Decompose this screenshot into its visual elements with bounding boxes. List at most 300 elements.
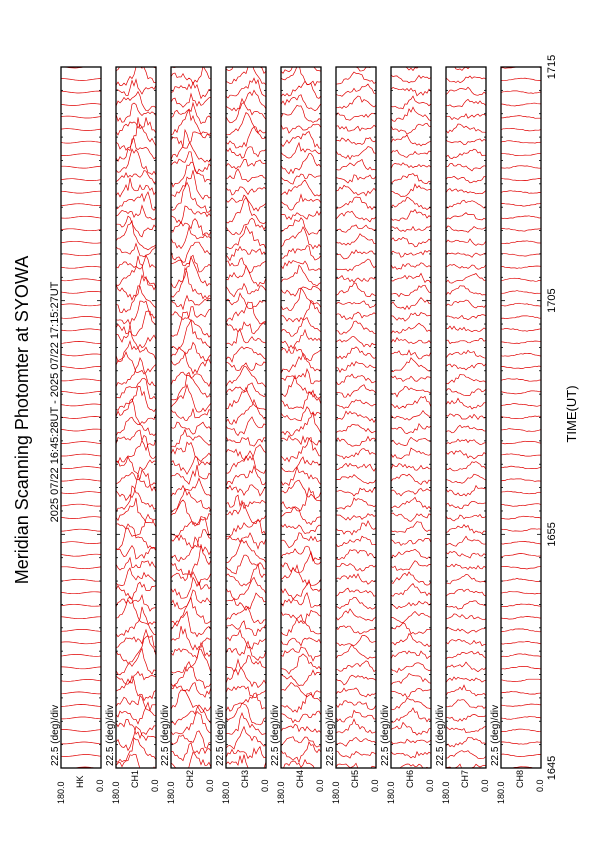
scan-trace xyxy=(501,654,541,657)
scan-trace xyxy=(501,629,541,632)
scan-trace xyxy=(446,226,486,233)
scan-trace xyxy=(116,568,156,586)
scan-trace xyxy=(116,726,156,750)
scan-trace xyxy=(501,454,541,456)
scan-trace xyxy=(61,692,101,694)
scan-trace xyxy=(61,617,101,619)
scale-label: 22.5 (deg)/div xyxy=(215,704,226,766)
scan-trace xyxy=(116,636,156,664)
scan-trace xyxy=(226,258,266,273)
scan-trace xyxy=(226,417,266,436)
scan-trace xyxy=(446,76,486,83)
scan-trace xyxy=(446,114,486,120)
scan-trace xyxy=(281,407,321,421)
scan-trace xyxy=(116,275,156,300)
ymax-label: 180.0 xyxy=(111,781,121,804)
scan-trace xyxy=(281,580,321,599)
panel-ch6 xyxy=(380,63,435,805)
scan-trace xyxy=(501,166,541,169)
panel-frame xyxy=(391,67,431,768)
time-range-subtitle: 2025 07/22 16:45:28UT - 2025 07/22 17:15:27UT xyxy=(49,281,61,523)
scan-trace xyxy=(171,683,211,698)
scan-trace xyxy=(226,266,266,286)
scan-trace xyxy=(281,95,321,111)
scan-trace xyxy=(226,466,266,486)
scan-trace xyxy=(281,218,321,235)
scan-trace xyxy=(336,588,376,596)
scale-label: 22.5 (deg)/div xyxy=(325,704,336,766)
scan-trace xyxy=(171,690,211,713)
scan-trace xyxy=(61,629,101,631)
chart-title: Meridian Scanning Photomter at SYOWA xyxy=(12,255,32,585)
ymax-label: 180.0 xyxy=(276,781,286,804)
scan-trace xyxy=(446,677,486,683)
scan-trace xyxy=(446,601,486,609)
scan-trace xyxy=(391,497,431,509)
scan-trace xyxy=(501,303,541,306)
scan-trace xyxy=(171,457,211,474)
channel-label: CH8 xyxy=(515,769,525,788)
scan-trace xyxy=(391,226,431,232)
scan-trace xyxy=(501,253,541,256)
scan-trace xyxy=(226,330,266,346)
scan-trace xyxy=(226,713,266,735)
scan-trace xyxy=(281,647,321,661)
scan-trace xyxy=(281,615,321,636)
scan-trace xyxy=(281,737,321,747)
panel-traces xyxy=(61,66,101,769)
scan-trace xyxy=(281,143,321,158)
scan-trace xyxy=(61,254,101,256)
scan-trace xyxy=(501,729,541,732)
scan-trace xyxy=(226,195,266,211)
scan-trace xyxy=(171,478,211,497)
ymin-label: 0.0 xyxy=(260,779,270,792)
scan-trace xyxy=(226,302,266,324)
scan-trace xyxy=(446,714,486,721)
scan-trace xyxy=(281,693,321,713)
scan-trace xyxy=(446,300,486,308)
scan-trace xyxy=(336,225,376,232)
scan-trace xyxy=(336,138,376,145)
scan-trace xyxy=(446,751,486,759)
scan-trace xyxy=(226,686,266,697)
scan-trace xyxy=(61,179,101,181)
ymax-label: 180.0 xyxy=(166,781,176,804)
scan-trace xyxy=(226,485,266,496)
scan-trace xyxy=(446,176,486,183)
ymin-label: 0.0 xyxy=(315,779,325,792)
scan-trace xyxy=(61,154,101,156)
x-axis-ticks xyxy=(546,55,558,780)
scan-trace xyxy=(61,304,101,306)
scan-trace xyxy=(171,130,211,162)
scan-trace xyxy=(336,675,376,685)
scan-trace xyxy=(336,536,376,547)
scan-trace xyxy=(281,546,321,561)
scan-trace xyxy=(61,367,101,369)
scan-trace xyxy=(61,592,101,594)
scan-trace xyxy=(336,661,376,672)
scan-trace xyxy=(61,241,101,243)
scan-trace xyxy=(116,676,156,701)
scan-trace xyxy=(391,411,431,421)
scan-trace xyxy=(446,700,486,709)
scan-trace xyxy=(281,670,321,685)
scan-trace xyxy=(501,516,541,519)
scan-trace xyxy=(391,464,431,471)
scan-trace xyxy=(61,116,101,118)
scan-trace xyxy=(281,552,321,572)
scan-trace xyxy=(61,442,101,444)
scan-trace xyxy=(116,649,156,675)
scan-trace xyxy=(61,654,101,656)
scan-trace xyxy=(281,195,321,211)
scan-trace xyxy=(391,358,431,372)
scan-trace xyxy=(226,362,266,371)
scan-trace xyxy=(61,504,101,506)
channel-label: CH4 xyxy=(295,769,305,788)
panel-traces xyxy=(501,66,541,770)
scan-trace xyxy=(61,379,101,381)
scan-trace xyxy=(391,184,431,197)
panel-traces xyxy=(446,64,486,770)
scan-trace xyxy=(391,174,431,184)
scan-trace xyxy=(61,279,101,281)
scan-trace xyxy=(171,170,211,199)
scan-trace xyxy=(336,688,376,697)
scan-trace xyxy=(501,404,541,407)
scan-trace xyxy=(116,378,156,399)
panel-frame xyxy=(336,67,376,768)
scale-label: 22.5 (deg)/div xyxy=(50,704,61,766)
scan-trace xyxy=(391,96,431,109)
scan-trace xyxy=(281,524,321,533)
scan-trace xyxy=(61,404,101,406)
scan-trace xyxy=(501,578,541,581)
scan-trace xyxy=(281,438,321,462)
scan-trace xyxy=(226,564,266,586)
scan-trace xyxy=(226,159,266,169)
scan-trace xyxy=(336,96,376,108)
scan-trace xyxy=(171,731,211,749)
scan-trace xyxy=(391,663,431,673)
scale-label: 22.5 (deg)/div xyxy=(160,704,171,766)
scan-trace xyxy=(391,474,431,484)
scan-trace xyxy=(116,399,156,425)
scan-trace xyxy=(446,462,486,471)
scan-trace xyxy=(226,656,266,675)
scan-trace xyxy=(116,178,156,197)
scan-trace xyxy=(336,175,376,183)
scan-trace xyxy=(336,463,376,471)
scan-trace xyxy=(501,566,541,569)
scan-trace xyxy=(171,60,211,68)
scan-trace xyxy=(171,626,211,650)
scan-trace xyxy=(336,125,376,131)
scan-trace xyxy=(501,704,541,706)
scan-trace xyxy=(226,226,266,249)
scan-trace xyxy=(61,291,101,293)
panel-frame xyxy=(446,67,486,768)
scan-trace xyxy=(446,451,486,459)
scan-trace xyxy=(336,321,376,334)
scan-trace xyxy=(116,79,156,95)
scan-trace xyxy=(336,751,376,758)
scan-trace xyxy=(391,298,431,310)
scan-trace xyxy=(171,577,211,598)
scan-trace xyxy=(501,116,541,119)
scan-trace xyxy=(446,286,486,296)
scan-trace xyxy=(171,353,211,374)
scan-trace xyxy=(501,329,541,332)
scan-trace xyxy=(116,216,156,237)
scan-trace xyxy=(336,147,376,160)
scan-trace xyxy=(281,369,321,384)
scan-trace xyxy=(226,78,266,98)
scan-trace xyxy=(336,563,376,571)
scan-trace xyxy=(391,386,431,397)
scan-trace xyxy=(501,391,541,394)
scan-trace xyxy=(171,649,211,673)
ymin-label: 0.0 xyxy=(425,779,435,792)
scan-trace xyxy=(336,550,376,560)
scan-trace xyxy=(501,103,541,106)
scan-trace xyxy=(501,429,541,432)
scan-trace xyxy=(391,135,431,146)
scan-trace xyxy=(391,601,431,609)
scan-trace xyxy=(226,520,266,537)
scan-trace xyxy=(226,727,266,749)
panel-ch8 xyxy=(490,66,545,805)
scan-trace xyxy=(391,338,431,344)
scan-trace xyxy=(226,113,266,135)
scan-trace xyxy=(501,479,541,482)
panel-ch5 xyxy=(325,63,380,805)
scan-trace xyxy=(61,742,101,744)
panel-ch7 xyxy=(435,64,490,804)
scan-trace xyxy=(226,147,266,159)
scan-trace xyxy=(446,99,486,107)
scan-trace xyxy=(61,542,101,544)
scale-label: 22.5 (deg)/div xyxy=(105,704,116,766)
scan-trace xyxy=(61,529,101,531)
ymin-label: 0.0 xyxy=(205,779,215,792)
scan-trace xyxy=(116,720,156,739)
panel-traces xyxy=(171,60,211,773)
scan-trace xyxy=(336,437,376,447)
scan-trace xyxy=(226,367,266,388)
scan-trace xyxy=(281,52,321,73)
scan-trace xyxy=(336,234,376,245)
scan-trace xyxy=(171,312,211,337)
ymax-label: 180.0 xyxy=(56,781,66,804)
scan-trace xyxy=(501,128,541,131)
scan-trace xyxy=(391,273,431,283)
scan-trace xyxy=(501,353,541,356)
scan-trace xyxy=(501,754,541,757)
scan-trace xyxy=(446,414,486,420)
scan-trace xyxy=(116,430,156,450)
scan-trace xyxy=(171,242,211,262)
scan-trace xyxy=(501,604,541,607)
scan-trace xyxy=(446,737,486,747)
ymin-label: 0.0 xyxy=(370,779,380,792)
scan-trace xyxy=(226,660,266,688)
scan-trace xyxy=(61,704,101,706)
scan-trace xyxy=(336,400,376,409)
scan-trace xyxy=(171,537,211,561)
scale-label: 22.5 (deg)/div xyxy=(490,704,501,766)
scan-trace xyxy=(336,113,376,120)
scan-trace xyxy=(446,589,486,596)
scan-trace xyxy=(281,565,321,585)
scan-trace xyxy=(171,465,211,484)
scale-label: 22.5 (deg)/div xyxy=(380,704,391,766)
scan-trace xyxy=(501,554,541,557)
scan-trace xyxy=(336,449,376,459)
panel-traces xyxy=(226,53,266,774)
scan-trace xyxy=(281,124,321,133)
scan-trace xyxy=(171,307,211,320)
scan-trace xyxy=(61,567,101,569)
scan-trace xyxy=(446,514,486,521)
scan-trace xyxy=(501,641,541,644)
panels xyxy=(50,52,545,804)
scan-trace xyxy=(281,318,321,337)
scan-trace xyxy=(116,457,156,474)
scan-trace xyxy=(61,717,101,719)
scan-trace xyxy=(391,237,431,247)
scan-trace xyxy=(336,475,376,484)
scan-trace xyxy=(226,703,266,725)
scan-trace xyxy=(116,192,156,210)
scan-trace xyxy=(281,533,321,548)
scan-trace xyxy=(61,492,101,494)
scan-trace xyxy=(391,689,431,698)
scan-trace xyxy=(171,268,211,299)
scan-trace xyxy=(61,730,101,732)
scan-trace xyxy=(391,448,431,459)
scan-trace xyxy=(281,467,321,485)
scan-trace xyxy=(336,425,376,433)
scan-trace xyxy=(501,441,541,444)
scan-trace xyxy=(501,316,541,319)
scan-trace xyxy=(61,141,101,143)
scan-trace xyxy=(116,221,156,250)
scan-trace xyxy=(116,558,156,570)
scan-trace xyxy=(336,626,376,634)
scan-trace xyxy=(281,480,321,499)
scan-trace xyxy=(61,104,101,106)
scan-trace xyxy=(501,529,541,531)
scan-trace xyxy=(391,210,431,221)
scan-trace xyxy=(336,312,376,319)
scan-trace xyxy=(116,595,156,611)
scan-trace xyxy=(226,606,266,623)
scan-trace xyxy=(61,129,101,131)
scan-trace xyxy=(501,228,541,231)
scan-trace xyxy=(501,203,541,206)
channel-label: CH6 xyxy=(405,769,415,788)
scan-trace xyxy=(116,103,156,122)
scan-trace xyxy=(446,374,486,383)
scan-trace xyxy=(61,79,101,81)
scan-trace xyxy=(501,141,541,143)
scan-trace xyxy=(281,265,321,286)
scan-trace xyxy=(281,457,321,472)
scan-trace xyxy=(391,539,431,546)
scan-trace xyxy=(171,183,211,213)
scan-trace xyxy=(446,139,486,145)
scan-trace xyxy=(391,285,431,296)
scan-trace xyxy=(446,536,486,546)
scan-trace xyxy=(446,486,486,496)
scan-trace xyxy=(171,500,211,525)
scan-trace xyxy=(336,597,376,609)
scan-trace xyxy=(501,191,541,194)
scan-trace xyxy=(391,651,431,659)
scan-trace xyxy=(391,87,431,95)
scan-trace xyxy=(116,435,156,462)
scan-trace xyxy=(336,84,376,96)
scan-trace xyxy=(336,259,376,271)
scan-trace xyxy=(446,501,486,508)
scan-trace xyxy=(226,577,266,599)
scan-trace xyxy=(336,701,376,710)
scan-trace xyxy=(116,672,156,685)
scan-trace xyxy=(226,187,266,195)
scan-trace xyxy=(446,239,486,246)
scan-trace xyxy=(391,396,431,408)
x-tick-label: 1645 xyxy=(546,755,558,781)
scan-trace xyxy=(226,451,266,473)
panel-traces xyxy=(281,52,321,773)
scan-trace xyxy=(446,627,486,633)
scan-trace xyxy=(226,90,266,111)
scan-trace xyxy=(226,593,266,610)
scan-trace xyxy=(336,250,376,259)
scan-trace xyxy=(501,491,541,494)
scan-trace xyxy=(61,91,101,93)
scale-label: 22.5 (deg)/div xyxy=(435,704,446,766)
scan-trace xyxy=(336,521,376,535)
scan-trace xyxy=(281,261,321,271)
scan-trace xyxy=(446,163,486,171)
scan-trace xyxy=(446,149,486,159)
scan-trace xyxy=(391,572,431,585)
scan-trace xyxy=(116,92,156,111)
scan-trace xyxy=(116,498,156,523)
scan-trace xyxy=(116,703,156,724)
scan-trace xyxy=(336,645,376,659)
scan-trace xyxy=(61,266,101,268)
scan-trace xyxy=(391,313,431,322)
x-tick-label: 1705 xyxy=(546,288,558,313)
scan-trace xyxy=(336,737,376,746)
x-tick-label: 1655 xyxy=(546,522,558,547)
scan-trace xyxy=(391,698,431,710)
scan-trace xyxy=(281,105,321,122)
scan-trace xyxy=(116,582,156,599)
scan-trace xyxy=(501,504,541,507)
scan-trace xyxy=(446,124,486,133)
scan-trace xyxy=(501,416,541,418)
scan-trace xyxy=(446,614,486,620)
scan-trace xyxy=(171,530,211,549)
scan-trace xyxy=(226,383,266,397)
scan-trace xyxy=(61,417,101,419)
